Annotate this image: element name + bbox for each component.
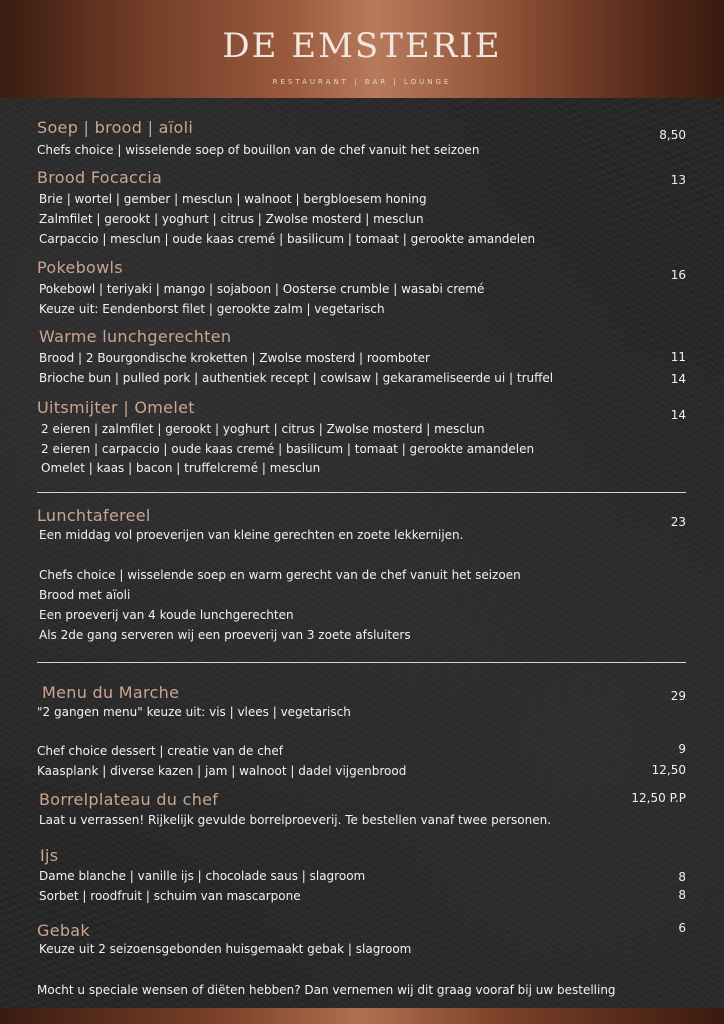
price-marche: 29 (670, 689, 686, 703)
footer-banner (0, 1008, 724, 1024)
menu-item: Chefs choice | wisselende soep en warm gerecht van de chef vanuit het seizoen (39, 568, 521, 582)
menu-item: Dame blanche | vanille ijs | chocolade saus | slagroom (39, 869, 366, 883)
section-title-soep: Soep | brood | aïoli (37, 118, 194, 137)
price-borrel: 12,50 P.P (631, 791, 686, 805)
price-uitsmijter: 14 (670, 408, 686, 422)
menu-item: Chef choice dessert | creatie van de chef (37, 744, 284, 758)
section-intro: Een middag vol proeverijen van kleine gerechten en zoete lekkernijen. (39, 528, 464, 542)
menu-item: Kaasplank | diverse kazen | jam | walnoot | dadel vijgenbrood (37, 764, 407, 778)
price-lunchtafereel: 23 (670, 515, 686, 529)
price-gebak: 6 (678, 921, 686, 935)
menu-item: Brioche bun | pulled pork | authentiek recept | cowlsaw | gekarameliseerde ui | truffel (39, 371, 554, 385)
price-item: 8 (678, 870, 686, 884)
dietary-note: Mocht u speciale wensen of diëten hebben? Dan vernemen wij dit graag vooraf bij uw bestelling (37, 983, 616, 997)
menu-item: Pokebowl | teriyaki | mango | sojaboon | Oosterse crumble | wasabi cremé (39, 282, 485, 296)
menu-item: Omelet | kaas | bacon | truffelcremé | mesclun (41, 461, 321, 475)
menu-item: Zalmfilet | gerookt | yoghurt | citrus | Zwolse mosterd | mesclun (39, 212, 424, 226)
divider (37, 662, 686, 663)
menu-item: Brood met aïoli (39, 588, 131, 602)
brand-logo: DE EMSTERIE (222, 26, 502, 66)
price-item: 14 (670, 372, 686, 386)
section-title-borrel: Borrelplateau du chef (39, 790, 219, 809)
section-title-pokebowls: Pokebowls (37, 258, 123, 277)
price-soep: 8,50 (659, 128, 686, 142)
price-item: 9 (678, 742, 686, 756)
price-focaccia: 13 (670, 173, 686, 187)
section-title-ijs: Ijs (40, 846, 59, 865)
menu-item: Carpaccio | mesclun | oude kaas cremé | basilicum | tomaat | gerookte amandelen (39, 232, 536, 246)
menu-item: Brood | 2 Bourgondische kroketten | Zwolse mosterd | roomboter (39, 351, 430, 365)
section-title-uitsmijter: Uitsmijter | Omelet (37, 398, 195, 417)
section-title-marche: Menu du Marche (42, 683, 180, 702)
price-item: 8 (678, 888, 686, 902)
section-title-lunchtafereel: Lunchtafereel (37, 506, 151, 525)
menu-item: Sorbet | roodfruit | schuim van mascarpone (39, 889, 301, 903)
section-title-warme: Warme lunchgerechten (39, 327, 232, 346)
header-banner (0, 0, 724, 98)
menu-item: Chefs choice | wisselende soep of bouillon van de chef vanuit het seizoen (37, 143, 480, 157)
menu-item: 2 eieren | zalmfilet | gerookt | yoghurt | citrus | Zwolse mosterd | mesclun (41, 422, 485, 436)
menu-item: Een proeverij van 4 koude lunchgerechten (39, 608, 294, 622)
price-item: 11 (670, 350, 686, 364)
menu-item: Brie | wortel | gember | mesclun | walnoot | bergbloesem honing (39, 192, 427, 206)
menu-item: 2 eieren | carpaccio | oude kaas cremé | basilicum | tomaat | gerookte amandelen (41, 442, 535, 456)
menu-item: Als 2de gang serveren wij een proeverij van 3 zoete afsluiters (39, 628, 411, 642)
menu-item: Keuze uit: Eendenborst filet | gerookte zalm | vegetarisch (39, 302, 385, 316)
section-intro: Laat u verrassen! Rijkelijk gevulde borrelproeverij. Te bestellen vanaf twee personen. (39, 813, 552, 827)
price-item: 12,50 (651, 763, 686, 777)
price-pokebowls: 16 (670, 268, 686, 282)
divider (37, 492, 686, 493)
section-intro: "2 gangen menu" keuze uit: vis | vlees | vegetarisch (37, 705, 351, 719)
brand-tagline: RESTAURANT | BAR | LOUNGE (272, 78, 452, 86)
section-title-gebak: Gebak (37, 921, 90, 940)
section-title-focaccia: Brood Focaccia (37, 168, 163, 187)
menu-item: Keuze uit 2 seizoensgebonden huisgemaakt gebak | slagroom (39, 942, 412, 956)
